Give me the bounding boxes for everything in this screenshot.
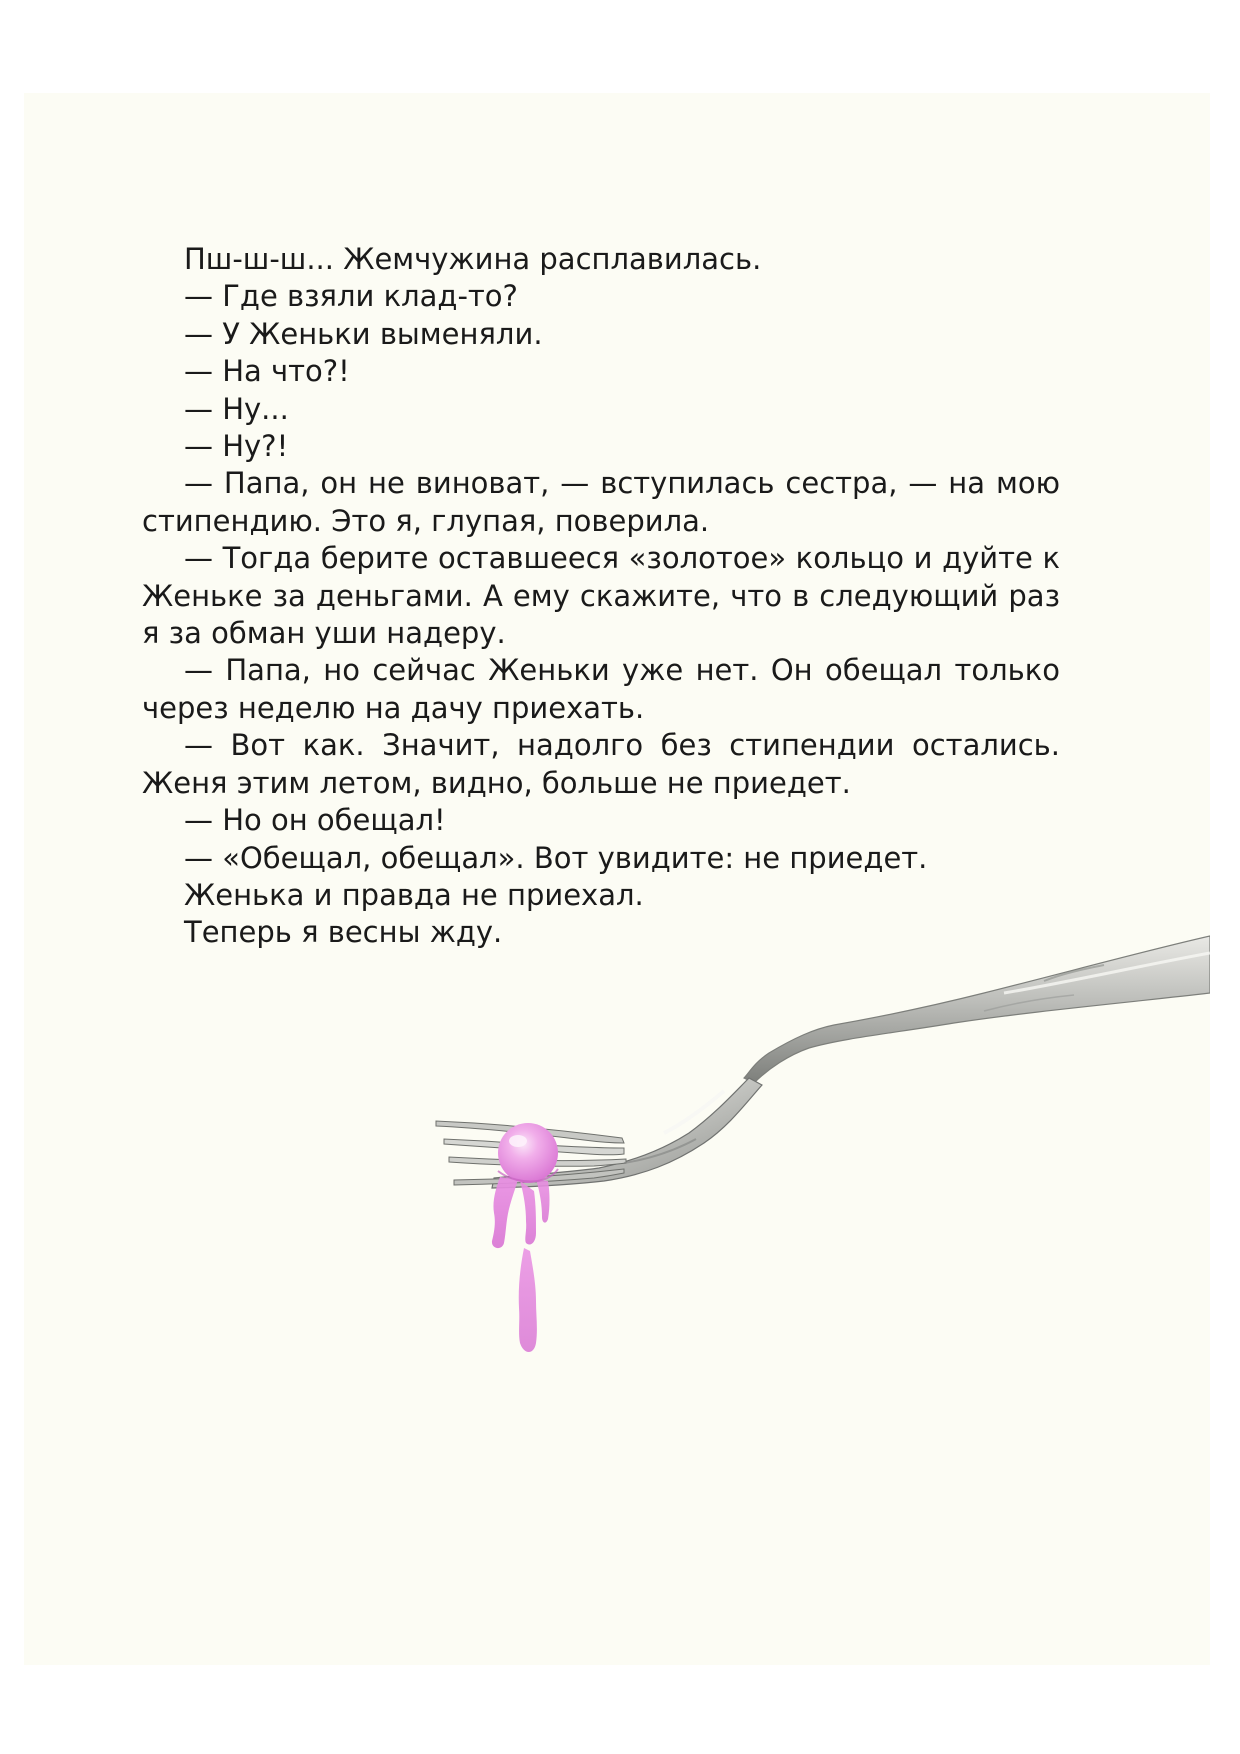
paragraph-4: — На что?! bbox=[184, 354, 350, 389]
story-text bbox=[142, 241, 1060, 952]
paragraph-1: Пш-ш-ш... Жемчужина расплавилась. bbox=[184, 242, 762, 276]
paragraph-8: — Тогда берите оставшееся «золотое» кольцо и дуйте к Женьке за деньгами. А ему скажите, что в следующий раз я за обман уши надеру. bbox=[142, 541, 1060, 651]
paragraph-14: Теперь я весны жду. bbox=[184, 915, 503, 950]
book-page bbox=[24, 93, 1210, 1665]
paragraph-12: — «Обещал, обещал». Вот увидите: не приедет. bbox=[184, 840, 928, 875]
melting-pearl-icon bbox=[492, 1123, 558, 1352]
paragraph-11: — Но он обещал! bbox=[184, 803, 446, 838]
paragraph-13: Женька и правда не приехал. bbox=[184, 877, 644, 912]
paragraph-2: — Где взяли клад-то? bbox=[184, 279, 518, 314]
paragraph-7: — Папа, он не виноват, — вступилась сестра, — на мою стипендию. Это я, глупая, поверила. bbox=[142, 466, 1060, 538]
fork-icon bbox=[436, 936, 1210, 1188]
paragraph-9: — Папа, но сейчас Женьки уже нет. Он обещал только через неделю на дачу приехать. bbox=[142, 653, 1060, 725]
paragraph-6: — Ну?! bbox=[184, 429, 289, 464]
paragraph-5: — Ну... bbox=[184, 391, 289, 426]
paragraph-10: — Вот как. Значит, надолго без стипендии остались. Женя этим летом, видно, больше не приедет. bbox=[142, 728, 1060, 800]
paragraph-3: — У Женьки выменяли. bbox=[184, 316, 543, 351]
